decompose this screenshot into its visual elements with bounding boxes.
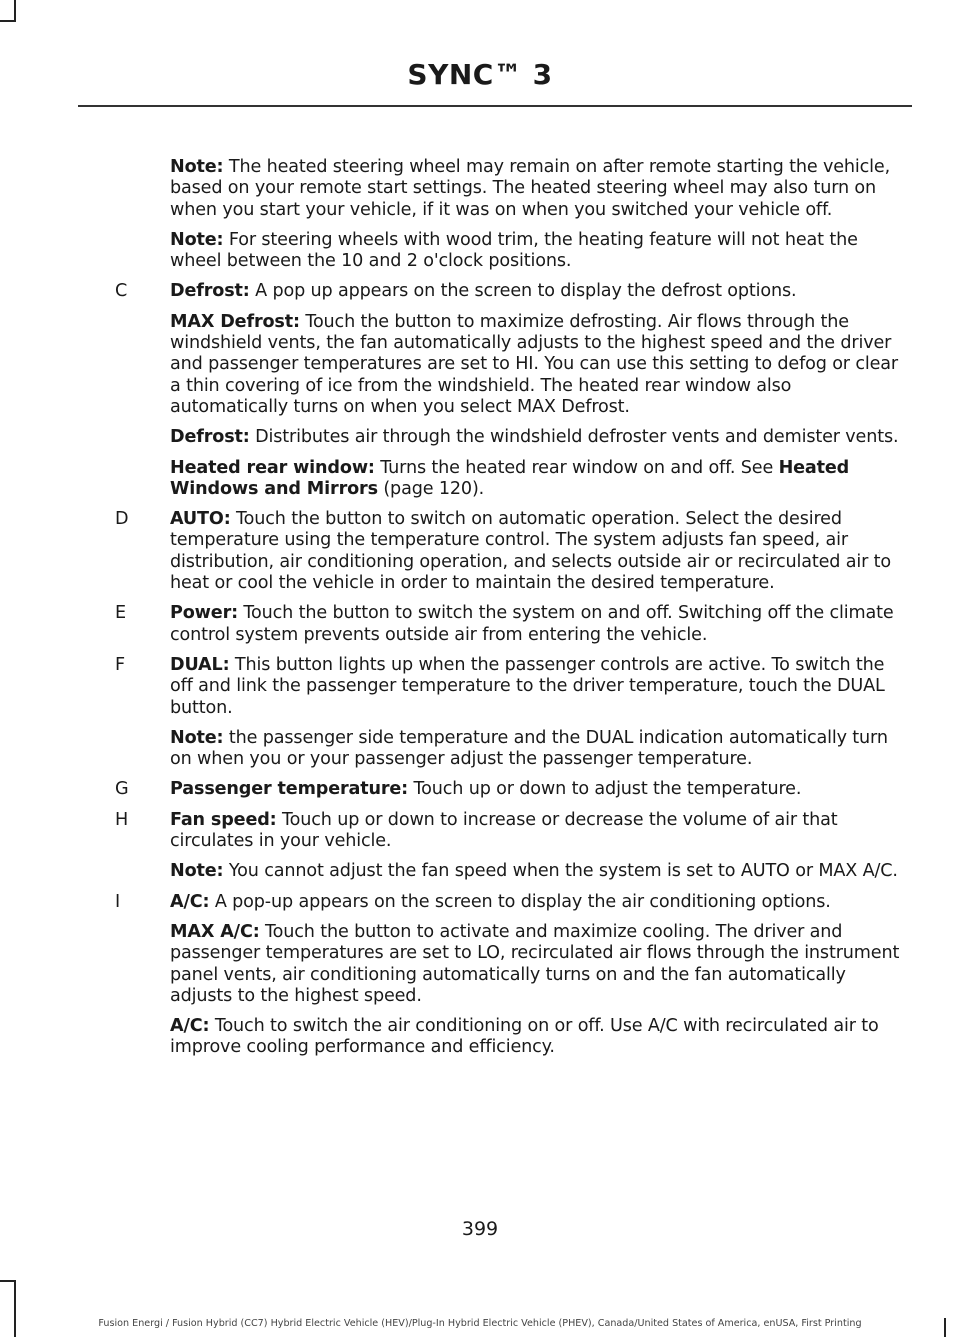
term-description: A pop-up appears on the screen to display the air conditioning options. <box>209 891 831 912</box>
legend-entry <box>115 281 907 500</box>
description-paragraph <box>170 312 907 418</box>
description-paragraph <box>170 230 907 273</box>
description-paragraph <box>170 603 907 646</box>
term-label: Passenger temperature: <box>170 779 409 800</box>
legend-entry <box>115 810 907 883</box>
term-label: Fan speed: <box>170 809 277 830</box>
description-paragraph <box>170 281 907 302</box>
legend-entry <box>115 603 907 646</box>
legend-letter: D <box>115 509 129 530</box>
crop-mark-bottom-left-h <box>0 1280 16 1282</box>
legend-letter: F <box>115 654 126 675</box>
term-label: A/C: <box>170 1016 210 1037</box>
description-paragraph <box>170 922 907 1007</box>
legend-letter: C <box>115 281 128 302</box>
term-description: For steering wheels with wood trim, the heating feature will not heat the wheel between the 10 and 2 o'clock positions. <box>170 229 858 272</box>
term-description: Turns the heated rear window on and off. See <box>374 457 779 478</box>
term-label: Note: <box>170 727 224 748</box>
crop-mark-top-left-h <box>0 20 16 22</box>
term-label: A/C: <box>170 891 210 912</box>
term-description: Touch the button to maximize defrosting. Air flows through the windshield vents, the fan automatically adjusts to the highest speed and the driver and passenger temperatures are set to HI. You can use this setting to defog or clear a thin covering of ice from the windshield. The heated rear window also automatically turns on when you select MAX Defrost. <box>170 311 898 417</box>
legend-letter: H <box>115 809 129 830</box>
description-paragraph <box>170 509 907 594</box>
term-description: Touch to switch the air conditioning on or off. Use A/C with recirculated air to improve cooling performance and efficiency. <box>170 1016 879 1058</box>
legend-letter: I <box>115 891 121 912</box>
term-label: MAX Defrost: <box>170 311 300 332</box>
term-label: MAX A/C: <box>170 921 260 942</box>
term-label: Defrost: <box>170 281 250 302</box>
term-description: Touch up or down to adjust the temperature. <box>408 779 802 800</box>
term-description: Touch the button to switch the system on and off. Switching off the climate control system prevents outside air from entering the vehicle. <box>170 603 894 645</box>
description-paragraph <box>170 861 907 882</box>
page-footer: Fusion Energi / Fusion Hybrid (CC7) Hybrid Electric Vehicle (HEV)/Plug-In Hybrid Electric Vehicle (PHEV), Canada/United States of America, enUSA, First Printing <box>98 1318 862 1329</box>
term-label: AUTO: <box>170 509 231 530</box>
crop-mark-top-left <box>14 0 16 22</box>
term-description: the passenger side temperature and the DUAL indication automatically turn on when you or your passenger adjust the passenger temperature. <box>170 727 888 770</box>
description-paragraph <box>170 157 907 221</box>
legend-entry <box>115 509 907 594</box>
description-paragraph <box>170 779 907 800</box>
description-paragraph <box>170 655 907 719</box>
term-description: You cannot adjust the fan speed when the system is set to AUTO or MAX A/C. <box>223 861 898 882</box>
term-description: A pop up appears on the screen to display the defrost options. <box>249 281 797 302</box>
description-paragraph <box>170 427 907 448</box>
term-label: DUAL: <box>170 654 230 675</box>
term-description: Touch the button to activate and maximize cooling. The driver and passenger temperatures are set to LO, recirculated air flows through the instrument panel vents, air conditioning automatically turns on and the fan automatically adjusts to the highest speed. <box>170 921 900 1006</box>
term-label: Heated Windows and Mirrors <box>170 457 850 499</box>
header-rule <box>78 105 912 107</box>
term-label: Defrost: <box>170 427 250 448</box>
term-label: Note: <box>170 229 224 250</box>
term-label: Heated rear window: <box>170 457 375 478</box>
legend-letter: G <box>115 779 129 800</box>
term-description: (page 120). <box>377 478 485 499</box>
legend-entry <box>115 892 907 1059</box>
legend-entry <box>115 655 907 770</box>
page-number: 399 <box>461 1218 499 1240</box>
term-label: Note: <box>170 861 224 882</box>
page-header-title: SYNC™ 3 <box>407 58 553 91</box>
term-label: Note: <box>170 157 224 177</box>
description-paragraph <box>170 1016 907 1059</box>
description-paragraph <box>170 728 907 771</box>
legend-entry <box>115 779 907 800</box>
term-description: Touch up or down to increase or decrease the volume of air that circulates in your vehicle. <box>170 809 838 852</box>
term-description: This button lights up when the passenger controls are active. To switch the off and link the passenger temperature to the driver temperature, touch the DUAL button. <box>170 654 885 718</box>
description-paragraph <box>170 458 907 501</box>
legend-entry <box>115 157 907 272</box>
term-label: Power: <box>170 603 238 624</box>
description-paragraph <box>170 810 907 853</box>
description-paragraph <box>170 892 907 913</box>
term-description: Touch the button to switch on automatic operation. Select the desired temperature using the temperature control. The system adjusts fan speed, air distribution, air conditioning operation, and selects outside air or recirculated air to heat or cool the vehicle in order to maintain the desired temperature. <box>170 509 892 594</box>
term-description: Distributes air through the windshield defroster vents and demister vents. <box>249 427 899 448</box>
legend-letter: E <box>115 603 127 624</box>
page-content <box>115 157 907 1068</box>
term-description: The heated steering wheel may remain on after remote starting the vehicle, based on your remote start settings. The heated steering wheel may also turn on when you start your vehicle, if it was on when you switched your vehicle off. <box>170 157 891 220</box>
